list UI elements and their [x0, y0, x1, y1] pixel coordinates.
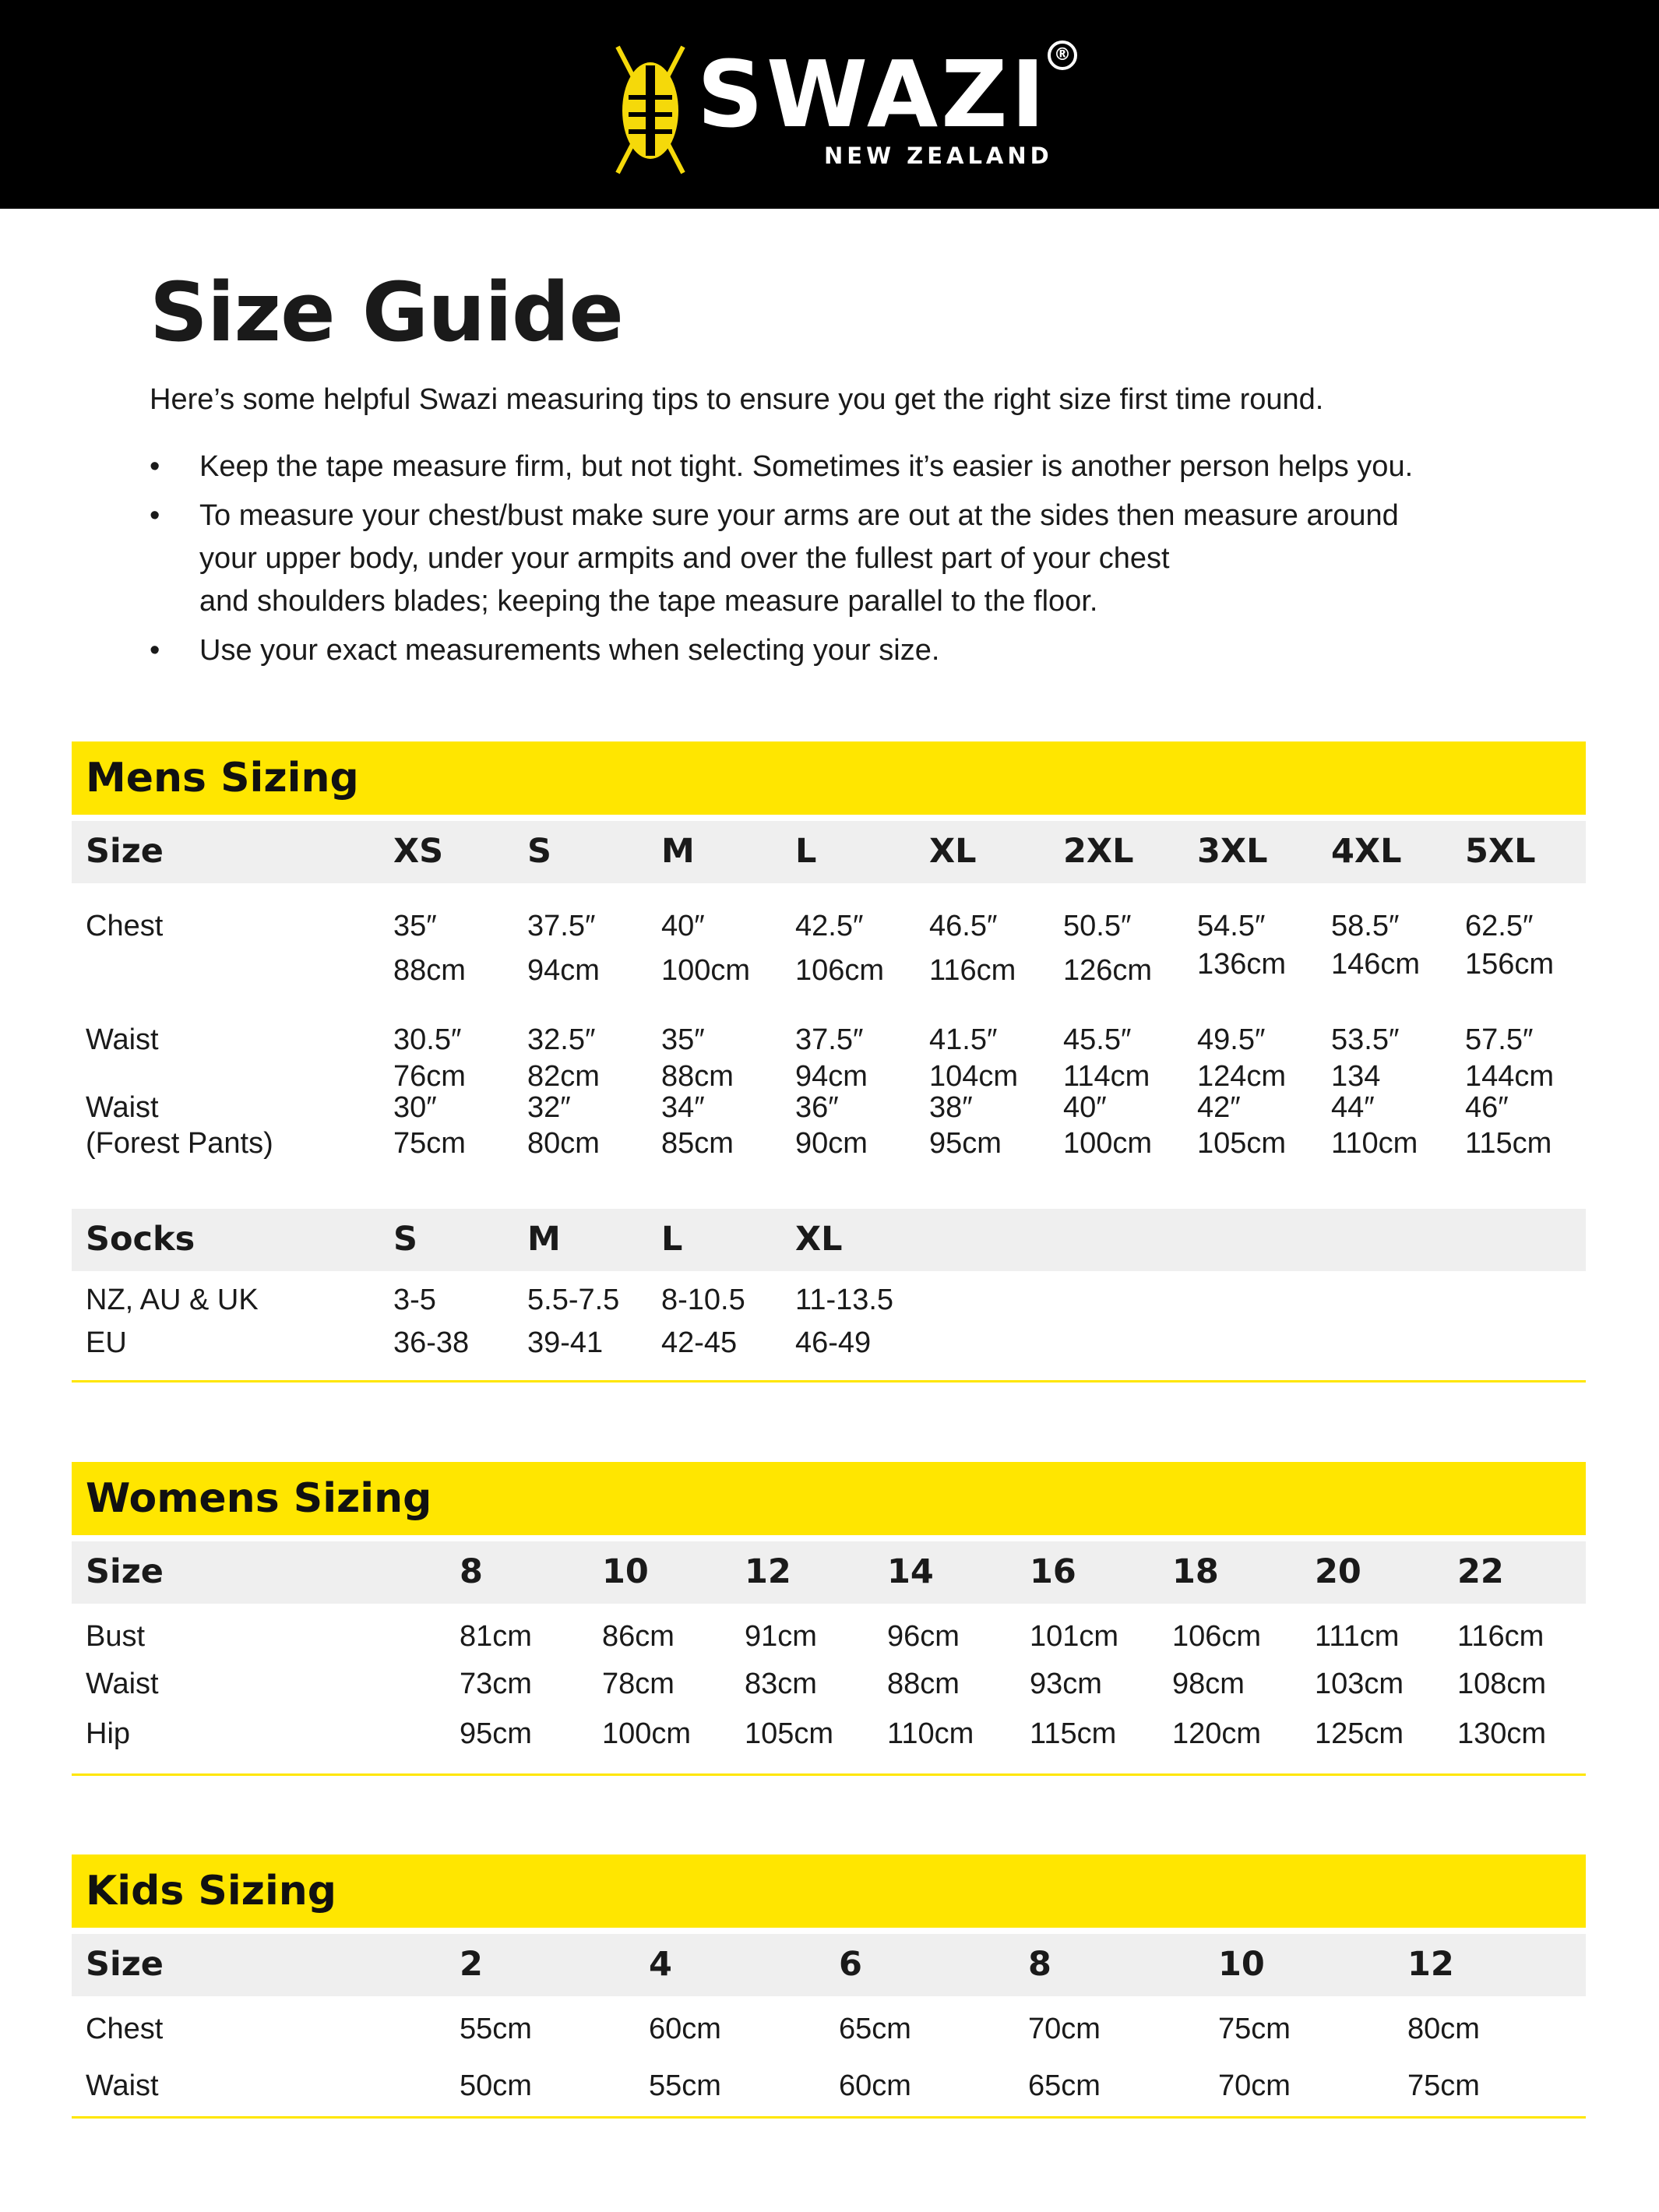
kids-size-value: 65cm	[839, 2013, 911, 2045]
mens-size-value: 45.5″	[1063, 1023, 1132, 1056]
mens-header-cell: 5XL	[1465, 832, 1536, 871]
kids-size-value: 80cm	[1407, 2013, 1480, 2045]
womens-size-value: 88cm	[887, 1668, 960, 1700]
mens-size-value: 37.5″	[527, 910, 596, 942]
mens-size-value: 53.5″	[1331, 1023, 1400, 1056]
mens-size-value: 88cm	[393, 954, 466, 987]
mens-header-cell: M	[661, 832, 695, 871]
tip-line: Keep the tape measure firm, but not tight. Sometimes it’s easier is another person helps you.	[199, 450, 1414, 483]
tip-line: Use your exact measurements when selecting your size.	[199, 634, 940, 667]
mens-size-value: 94cm	[527, 954, 600, 987]
tip-line: To measure your chest/bust make sure your arms are out at the sides then measure around	[199, 499, 1399, 532]
socks-size-value: 8-10.5	[661, 1284, 745, 1316]
socks-header-cell: XL	[795, 1220, 843, 1259]
womens-size-value: 105cm	[745, 1717, 834, 1750]
socks-header-cell: M	[527, 1220, 561, 1259]
mens-size-value: 32″	[527, 1091, 571, 1124]
socks-header-cell: Socks	[86, 1220, 195, 1259]
mens-sizing-section	[72, 741, 1586, 1382]
kids-size-value: 55cm	[649, 2069, 721, 2102]
womens-size-value: 101cm	[1030, 1620, 1119, 1653]
mens-size-value: 100cm	[661, 954, 751, 987]
womens-size-value: 103cm	[1315, 1668, 1404, 1700]
kids-row-label: Chest	[86, 2013, 164, 2045]
mens-size-value: 75cm	[393, 1127, 466, 1160]
mens-row-label: Waist	[86, 1023, 159, 1056]
mens-size-value: 94cm	[795, 1060, 868, 1093]
mens-size-value: 80cm	[527, 1127, 600, 1160]
socks-header-cell: S	[393, 1220, 417, 1259]
mens-size-value: 41.5″	[929, 1023, 998, 1056]
womens-size-value: 111cm	[1315, 1620, 1400, 1653]
womens-size-value: 130cm	[1457, 1717, 1547, 1750]
womens-size-value: 106cm	[1172, 1620, 1262, 1653]
mens-size-value: 58.5″	[1331, 910, 1400, 942]
womens-row-label: Bust	[86, 1620, 146, 1653]
socks-row-label: EU	[86, 1326, 127, 1359]
mens-header-cell: 3XL	[1197, 832, 1268, 871]
womens-size-value: 100cm	[602, 1717, 692, 1750]
womens-header-cell: 16	[1030, 1552, 1076, 1591]
mens-size-value: 35″	[393, 910, 437, 942]
mens-row-label: (Forest Pants)	[86, 1127, 273, 1160]
mens-size-value: 42.5″	[795, 910, 864, 942]
womens-size-value: 96cm	[887, 1620, 960, 1653]
brand-header	[0, 0, 1659, 209]
mens-size-value: 30.5″	[393, 1023, 462, 1056]
mens-size-value: 116cm	[929, 954, 1016, 987]
kids-header-cell: 6	[839, 1945, 862, 1984]
womens-size-value: 73cm	[460, 1668, 532, 1700]
mens-size-value: 134	[1331, 1060, 1381, 1093]
mens-size-value: 95cm	[929, 1127, 1002, 1160]
mens-size-value: 136cm	[1197, 948, 1287, 981]
kids-sizing-section	[72, 1854, 1586, 2118]
socks-row-label: NZ, AU & UK	[86, 1284, 259, 1316]
shield-logo-icon	[611, 41, 689, 179]
mens-section-bar	[72, 741, 1586, 815]
womens-size-value: 93cm	[1030, 1668, 1102, 1700]
kids-size-value: 60cm	[649, 2013, 721, 2045]
kids-size-value: 50cm	[460, 2069, 532, 2102]
mens-size-value: 106cm	[795, 954, 885, 987]
mens-size-value: 40″	[1063, 1091, 1107, 1124]
kids-size-value: 60cm	[839, 2069, 911, 2102]
mens-bottom-rule	[72, 1380, 1586, 1382]
bullet-icon: •	[150, 499, 160, 532]
womens-bottom-rule	[72, 1773, 1586, 1776]
kids-heading: Kids Sizing	[86, 1868, 337, 1914]
intro-text: Here’s some helpful Swazi measuring tips to ensure you get the right size first time round.	[150, 383, 1324, 416]
mens-size-value: 46″	[1465, 1091, 1509, 1124]
womens-header-cell: 8	[460, 1552, 483, 1591]
womens-size-value: 120cm	[1172, 1717, 1262, 1750]
mens-size-value: 49.5″	[1197, 1023, 1266, 1056]
socks-size-value: 11-13.5	[795, 1284, 894, 1316]
mens-size-value: 42″	[1197, 1091, 1241, 1124]
womens-size-value: 98cm	[1172, 1668, 1245, 1700]
socks-size-value: 39-41	[527, 1326, 604, 1359]
mens-size-value: 36″	[795, 1091, 839, 1124]
mens-size-value: 76cm	[393, 1060, 466, 1093]
mens-size-value: 57.5″	[1465, 1023, 1534, 1056]
womens-size-value: 91cm	[745, 1620, 817, 1653]
tips-list	[150, 446, 1552, 678]
brand-tagline: NEW ZEALAND	[824, 143, 1053, 169]
mens-size-value: 90cm	[795, 1127, 868, 1160]
mens-header-cell: 4XL	[1331, 832, 1402, 871]
mens-row-label: Chest	[86, 910, 164, 942]
kids-header-cell: Size	[86, 1945, 164, 1984]
mens-size-value: 37.5″	[795, 1023, 864, 1056]
womens-size-value: 95cm	[460, 1717, 532, 1750]
mens-header-cell: XS	[393, 832, 444, 871]
womens-size-value: 110cm	[887, 1717, 974, 1750]
mens-size-value: 32.5″	[527, 1023, 596, 1056]
kids-header-cell: 10	[1218, 1945, 1265, 1984]
mens-size-value: 50.5″	[1063, 910, 1132, 942]
womens-heading: Womens Sizing	[86, 1475, 432, 1522]
kids-header-cell: 2	[460, 1945, 483, 1984]
womens-header-cell: 12	[745, 1552, 791, 1591]
womens-size-value: 81cm	[460, 1620, 532, 1653]
mens-size-value: 34″	[661, 1091, 705, 1124]
tip-item	[150, 446, 1552, 488]
womens-header-cell: 10	[602, 1552, 649, 1591]
tip-item	[150, 495, 1552, 623]
registered-mark: ®	[1048, 41, 1077, 70]
mens-size-value: 115cm	[1465, 1127, 1552, 1160]
womens-header-cell: 22	[1457, 1552, 1504, 1591]
womens-size-value: 125cm	[1315, 1717, 1404, 1750]
mens-size-value: 146cm	[1331, 948, 1421, 981]
womens-size-value: 83cm	[745, 1668, 817, 1700]
mens-size-value: 144cm	[1465, 1060, 1555, 1093]
mens-header-cell: XL	[929, 832, 977, 871]
mens-header-cell: Size	[86, 832, 164, 871]
mens-size-value: 124cm	[1197, 1060, 1287, 1093]
kids-row-label: Waist	[86, 2069, 159, 2102]
brand-name: SWAZI	[697, 41, 1048, 148]
mens-size-value: 126cm	[1063, 954, 1153, 987]
kids-size-value: 65cm	[1028, 2069, 1101, 2102]
womens-sizing-section	[72, 1462, 1586, 1775]
mens-size-value: 110cm	[1331, 1127, 1418, 1160]
mens-size-value: 46.5″	[929, 910, 998, 942]
womens-section-bar	[72, 1462, 1586, 1535]
womens-size-value: 115cm	[1030, 1717, 1117, 1750]
mens-row-label: Waist	[86, 1091, 159, 1124]
kids-size-value: 70cm	[1218, 2069, 1291, 2102]
bullet-icon: •	[150, 634, 160, 667]
kids-section-bar	[72, 1854, 1586, 1928]
kids-header-cell: 12	[1407, 1945, 1454, 1984]
kids-size-value: 75cm	[1218, 2013, 1291, 2045]
socks-header-cell: L	[661, 1220, 683, 1259]
kids-size-value: 55cm	[460, 2013, 532, 2045]
mens-header-cell: 2XL	[1063, 832, 1134, 871]
socks-size-value: 42-45	[661, 1326, 738, 1359]
mens-size-value: 156cm	[1465, 948, 1555, 981]
mens-size-value: 40″	[661, 910, 705, 942]
womens-size-value: 78cm	[602, 1668, 675, 1700]
socks-size-value: 5.5-7.5	[527, 1284, 620, 1316]
kids-size-value: 70cm	[1028, 2013, 1101, 2045]
mens-size-value: 100cm	[1063, 1127, 1153, 1160]
mens-size-value: 88cm	[661, 1060, 734, 1093]
page-title: Size Guide	[150, 265, 623, 360]
tip-line: your upper body, under your armpits and over the fullest part of your chest	[199, 542, 1170, 575]
mens-size-value: 114cm	[1063, 1060, 1150, 1093]
mens-size-value: 35″	[661, 1023, 705, 1056]
mens-size-value: 54.5″	[1197, 910, 1266, 942]
socks-size-value: 36-38	[393, 1326, 470, 1359]
womens-header-cell: 14	[887, 1552, 934, 1591]
womens-size-value: 86cm	[602, 1620, 675, 1653]
bullet-icon: •	[150, 450, 160, 483]
socks-size-value: 46-49	[795, 1326, 872, 1359]
mens-size-value: 104cm	[929, 1060, 1019, 1093]
mens-size-value: 82cm	[527, 1060, 600, 1093]
kids-size-value: 75cm	[1407, 2069, 1480, 2102]
mens-size-value: 30″	[393, 1091, 437, 1124]
kids-bottom-rule	[72, 2116, 1586, 2119]
tip-item	[150, 629, 1552, 672]
kids-header-row	[72, 1934, 1586, 1996]
mens-heading: Mens Sizing	[86, 755, 359, 801]
kids-header-cell: 8	[1028, 1945, 1051, 1984]
womens-header-cell: 20	[1315, 1552, 1361, 1591]
mens-size-value: 62.5″	[1465, 910, 1534, 942]
womens-size-value: 116cm	[1457, 1620, 1545, 1653]
mens-size-value: 85cm	[661, 1127, 734, 1160]
mens-size-value: 105cm	[1197, 1127, 1287, 1160]
mens-header-cell: L	[795, 832, 817, 871]
socks-size-value: 3-5	[393, 1284, 436, 1316]
mens-size-value: 44″	[1331, 1091, 1375, 1124]
mens-header-cell: S	[527, 832, 551, 871]
tip-line: and shoulders blades; keeping the tape measure parallel to the floor.	[199, 585, 1098, 618]
womens-size-value: 108cm	[1457, 1668, 1547, 1700]
womens-header-cell: Size	[86, 1552, 164, 1591]
mens-size-value: 38″	[929, 1091, 973, 1124]
womens-header-cell: 18	[1172, 1552, 1219, 1591]
womens-row-label: Hip	[86, 1717, 131, 1750]
kids-header-cell: 4	[649, 1945, 672, 1984]
womens-row-label: Waist	[86, 1668, 159, 1700]
